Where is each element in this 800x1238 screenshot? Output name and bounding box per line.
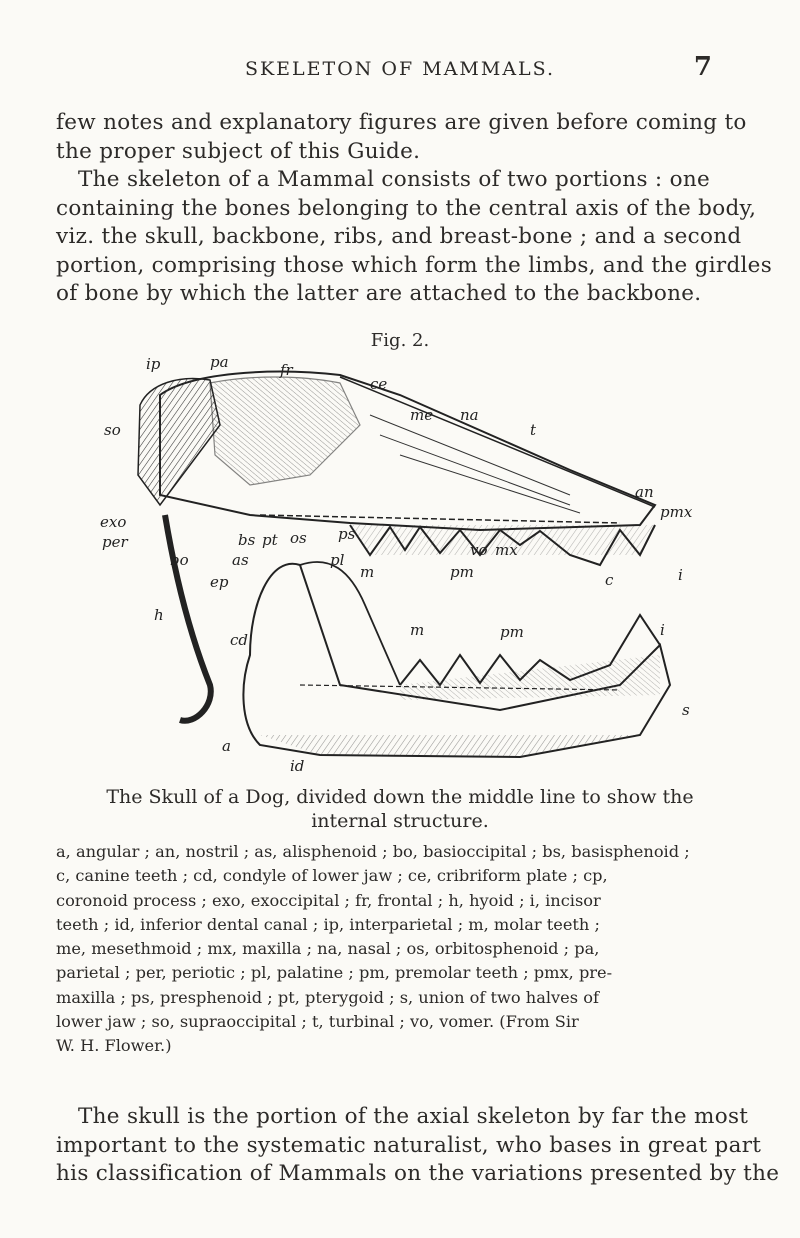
- text-line: The skull is the portion of the axial skeleton by far the most: [78, 1104, 749, 1129]
- figure-label-bs: bs: [238, 531, 256, 549]
- figure-label-m-upper: m: [360, 563, 375, 581]
- text-line: viz. the skull, backbone, ribs, and breast-bone ; and a second: [56, 224, 742, 249]
- figure-label-pa: pa: [210, 355, 229, 371]
- dog-skull-figure: [100, 355, 740, 775]
- text-line: the proper subject of this Guide.: [56, 138, 421, 164]
- figure-label-os: os: [290, 529, 307, 547]
- occipital-region: [138, 379, 220, 505]
- text-line: his classification of Mammals on the variations presented by the: [56, 1161, 780, 1186]
- figure-label-bo: bo: [170, 551, 189, 569]
- figure-label-s: s: [682, 701, 690, 719]
- caption-line: The Skull of a Dog, divided down the middle line to show the: [106, 786, 694, 808]
- figure-label-i-lower: i: [660, 621, 665, 639]
- figure-caption: [0, 785, 800, 833]
- text-line: of bone by which the latter are attached to the backbone.: [56, 281, 702, 306]
- figure-label-mx: mx: [495, 541, 518, 559]
- figure-label-as: as: [232, 551, 249, 569]
- legend-line: me, mesethmoid ; mx, maxilla ; na, nasal ; os, orbitosphenoid ; pa,: [56, 939, 600, 959]
- figure-label-h: h: [154, 606, 164, 624]
- figure-label-ip: ip: [146, 355, 161, 373]
- legend-line: a, angular ; an, nostril ; as, alisphenoid ; bo, basioccipital ; bs, basisphenoid ;: [56, 842, 690, 861]
- hyoid-bone: [165, 515, 211, 721]
- text-line: few notes and explanatory figures are given before coming to: [56, 110, 747, 135]
- figure-label-ce: ce: [370, 375, 388, 393]
- figure-label-so: so: [104, 421, 121, 439]
- figure-label-cp: ep: [210, 573, 229, 591]
- figure-label-exo: exo: [100, 513, 127, 531]
- figure-label-per: per: [102, 533, 128, 551]
- figure-label-an: an: [635, 483, 654, 501]
- legend-line: teeth ; id, inferior dental canal ; ip, interparietal ; m, molar teeth ;: [56, 914, 600, 934]
- text-line: portion, comprising those which form the limbs, and the girdles: [56, 252, 773, 278]
- lower-teeth-shading: [400, 655, 660, 700]
- coronoid-process: [300, 562, 400, 685]
- nasal-line: [340, 377, 655, 507]
- palate-line: [260, 515, 620, 523]
- running-head: SKELETON OF MAMMALS.: [244, 58, 556, 80]
- dog-skull-illustration: [100, 355, 740, 775]
- figure-label-pm-lower: pm: [500, 623, 524, 641]
- text-line: The skeleton of a Mammal consists of two portions : one: [78, 167, 711, 192]
- page-number: 7: [693, 52, 712, 82]
- figure-label-m-lower: m: [410, 621, 425, 639]
- legend-line: maxilla ; ps, presphenoid ; pt, pterygoid ; s, union of two halves of: [56, 987, 599, 1007]
- figure-label-pm-upper: pm: [450, 563, 474, 581]
- legend-line: parietal ; per, periotic ; pl, palatine ; pm, premolar teeth ; pmx, pre-: [56, 963, 613, 983]
- figure-label-na: na: [460, 406, 479, 424]
- figure-label-cd: cd: [230, 631, 249, 649]
- intro-paragraph: [56, 109, 773, 309]
- closing-paragraph: [56, 1103, 780, 1189]
- caption-line: internal structure.: [311, 810, 489, 832]
- figure-label-id: id: [290, 757, 305, 775]
- figure-label-ps: ps: [338, 525, 356, 543]
- figure-label-a: a: [222, 737, 231, 755]
- text-line: containing the bones belonging to the central axis of the body,: [56, 195, 757, 221]
- figure-label-i-upper: i: [678, 566, 683, 584]
- legend-line: coronoid process ; exo, exoccipital ; fr, frontal ; h, hyoid ; i, incisor: [56, 890, 601, 910]
- figure-label-fr: fr: [280, 361, 293, 379]
- turbinal-lines: [370, 415, 580, 513]
- figure-legend: [56, 840, 746, 1059]
- figure-label-me: me: [410, 406, 434, 424]
- figure-label-c: c: [605, 571, 614, 589]
- figure-label-pmx: pmx: [660, 503, 693, 521]
- figure-label-pt: pt: [262, 531, 278, 549]
- legend-line: lower jaw ; so, supraoccipital ; t, turbinal ; vo, vomer. (From Sir: [56, 1012, 579, 1032]
- text-line: important to the systematic naturalist, who bases in great part: [56, 1132, 762, 1158]
- figure-label-pl: pl: [330, 551, 345, 569]
- legend-line: c, canine teeth ; cd, condyle of lower jaw ; ce, cribriform plate ; cp,: [56, 866, 608, 886]
- figure-label-vo: vo: [470, 541, 488, 559]
- legend-line: W. H. Flower.): [56, 1036, 172, 1056]
- figure-label-t: t: [530, 421, 537, 439]
- cranial-vault: [210, 377, 360, 485]
- figure-label: Fig. 2.: [370, 330, 430, 351]
